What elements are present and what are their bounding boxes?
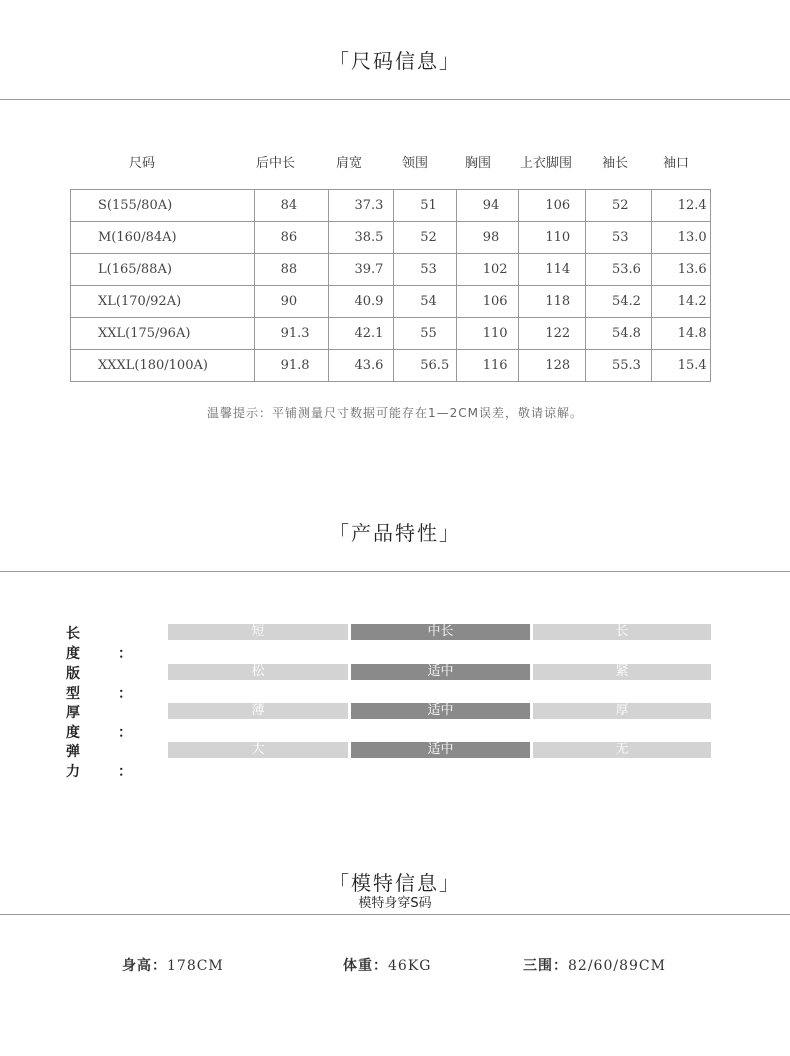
header-chest: 胸围 — [465, 156, 492, 171]
table-cell: 128 — [519, 350, 586, 382]
feature-option: 松 — [168, 664, 348, 680]
table-cell: 54.8 — [585, 318, 651, 350]
table-cell: 84 — [254, 190, 328, 222]
feature-row — [66, 703, 716, 741]
header-size: 尺码 — [129, 156, 156, 171]
feature-label: 弹力： — [66, 744, 132, 780]
header-shoulder: 肩宽 — [336, 156, 363, 171]
size-table-header — [70, 152, 710, 172]
table-cell: S(155/80A) — [71, 190, 255, 222]
table-cell: 42.1 — [328, 318, 394, 350]
height-value: 178CM — [167, 958, 224, 974]
table-cell: 43.6 — [328, 350, 394, 382]
table-cell: 53 — [394, 254, 457, 286]
table-cell: 91.3 — [254, 318, 328, 350]
table-cell: M(160/84A) — [71, 222, 255, 254]
table-cell: 122 — [519, 318, 586, 350]
measure-value: 82/60/89CM — [568, 958, 666, 974]
model-section-title: 「模特信息」 — [329, 871, 461, 895]
table-cell: 51 — [394, 190, 457, 222]
feature-label: 版型： — [66, 666, 132, 702]
table-row — [71, 286, 711, 318]
header-back-length: 后中长 — [256, 156, 296, 171]
table-cell: 14.2 — [651, 286, 710, 318]
weight-value: 46KG — [388, 958, 432, 974]
table-cell: 88 — [254, 254, 328, 286]
table-cell: 55 — [394, 318, 457, 350]
weight-label: 体重： — [343, 958, 388, 974]
feature-row — [66, 742, 716, 780]
feature-option: 长 — [533, 624, 711, 640]
table-row — [71, 222, 711, 254]
feature-option-selected: 适中 — [351, 664, 530, 680]
table-cell: 12.4 — [651, 190, 710, 222]
model-measurements — [523, 955, 666, 975]
measure-label: 三围： — [523, 958, 568, 974]
divider — [0, 914, 790, 915]
header-sleeve-length: 袖长 — [602, 156, 629, 171]
table-cell: 54.2 — [585, 286, 651, 318]
model-height — [122, 955, 224, 975]
table-cell: 14.8 — [651, 318, 710, 350]
feature-row — [66, 664, 716, 702]
measurement-tip: 温馨提示：平铺测量尺寸数据可能存在1—2CM误差，敬请谅解。 — [206, 406, 583, 420]
table-row — [71, 318, 711, 350]
table-cell: 53.6 — [585, 254, 651, 286]
table-cell: 102 — [456, 254, 519, 286]
feature-option-selected: 适中 — [351, 703, 530, 719]
size-section-title: 「尺码信息」 — [329, 49, 461, 73]
feature-row — [66, 624, 716, 662]
table-cell: 116 — [456, 350, 519, 382]
table-row — [71, 350, 711, 382]
table-cell: 110 — [456, 318, 519, 350]
table-cell: 90 — [254, 286, 328, 318]
table-cell: 54 — [394, 286, 457, 318]
feature-option: 厚 — [533, 703, 711, 719]
table-cell: 52 — [585, 190, 651, 222]
table-cell: 86 — [254, 222, 328, 254]
table-cell: 37.3 — [328, 190, 394, 222]
table-cell: 56.5 — [394, 350, 457, 382]
table-row — [71, 190, 711, 222]
divider — [0, 571, 790, 572]
table-cell: 13.0 — [651, 222, 710, 254]
feature-option: 无 — [533, 742, 711, 758]
feature-option: 短 — [168, 624, 348, 640]
header-hem: 上衣脚围 — [520, 156, 573, 171]
feature-label: 厚度： — [66, 705, 132, 741]
feature-label: 长度： — [66, 626, 132, 662]
table-cell: 94 — [456, 190, 519, 222]
table-cell: XL(170/92A) — [71, 286, 255, 318]
feature-option: 薄 — [168, 703, 348, 719]
table-cell: 55.3 — [585, 350, 651, 382]
feature-option: 大 — [168, 742, 348, 758]
model-subtitle: 模特身穿S码 — [358, 896, 432, 911]
table-cell: XXL(175/96A) — [71, 318, 255, 350]
table-cell: 13.6 — [651, 254, 710, 286]
table-cell: 38.5 — [328, 222, 394, 254]
table-cell: 110 — [519, 222, 586, 254]
table-cell: 39.7 — [328, 254, 394, 286]
table-cell: 53 — [585, 222, 651, 254]
table-cell: 114 — [519, 254, 586, 286]
size-table — [70, 189, 711, 382]
table-cell: 118 — [519, 286, 586, 318]
table-cell: 52 — [394, 222, 457, 254]
header-cuff: 袖口 — [663, 156, 690, 171]
feature-option: 紧 — [533, 664, 711, 680]
table-cell: XXXL(180/100A) — [71, 350, 255, 382]
table-cell: L(165/88A) — [71, 254, 255, 286]
height-label: 身高： — [122, 958, 167, 974]
table-cell: 91.8 — [254, 350, 328, 382]
table-cell: 40.9 — [328, 286, 394, 318]
table-cell: 98 — [456, 222, 519, 254]
feature-section-title: 「产品特性」 — [329, 521, 461, 545]
model-weight — [343, 955, 431, 975]
feature-option-selected: 适中 — [351, 742, 530, 758]
table-cell: 15.4 — [651, 350, 710, 382]
divider — [0, 99, 790, 100]
header-neck: 领围 — [402, 156, 429, 171]
table-row — [71, 254, 711, 286]
feature-option-selected: 中长 — [351, 624, 530, 640]
table-cell: 106 — [456, 286, 519, 318]
table-cell: 106 — [519, 190, 586, 222]
